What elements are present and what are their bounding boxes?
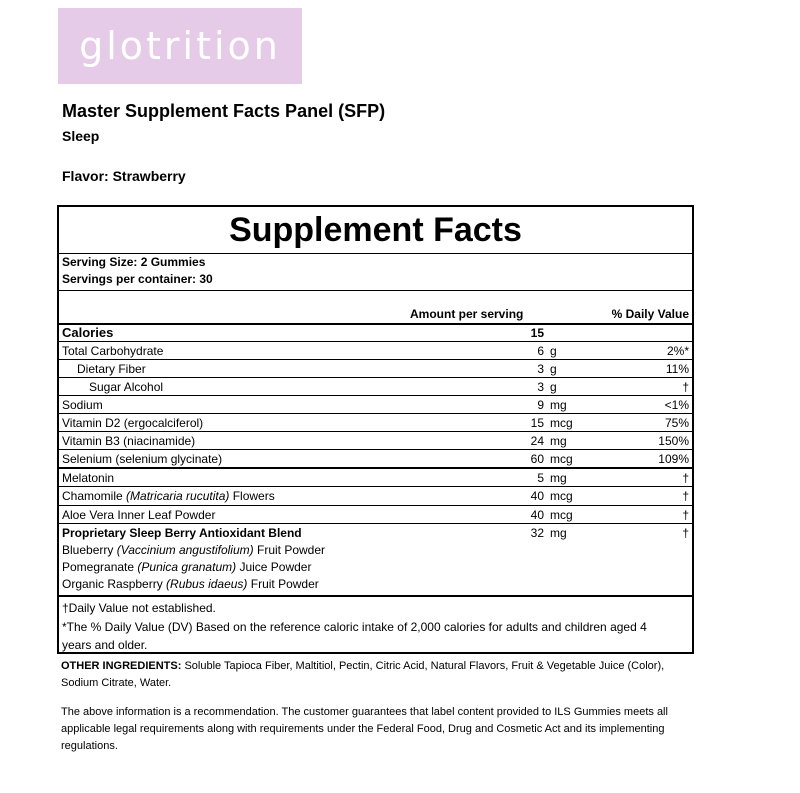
nutrient-dv: 150% — [658, 434, 689, 448]
divider — [59, 290, 692, 291]
nutrient-dv: † — [682, 471, 689, 485]
footnote-dv: *The % Daily Value (DV) Based on the reference caloric intake of 2,000 calories for adults and children aged 4 — [62, 620, 647, 634]
nutrient-dv: † — [682, 489, 689, 503]
servings-per-container: Servings per container: 30 — [62, 272, 213, 286]
nutrient-row — [59, 360, 692, 377]
nutrient-name: Aloe Vera Inner Leaf Powder — [62, 508, 216, 522]
blend-amount: 32 — [530, 526, 544, 540]
nutrient-row — [59, 506, 692, 523]
nutrient-name: Vitamin D2 (ergocalciferol) — [62, 416, 204, 430]
nutrient-unit: mg — [550, 398, 567, 412]
nutrient-name: Vitamin B3 (niacinamide) — [62, 434, 196, 448]
nutrient-row — [59, 469, 692, 486]
blend-dv: † — [682, 526, 689, 540]
nutrient-dv: <1% — [664, 398, 689, 412]
brand-logo — [58, 8, 302, 84]
nutrient-name: Chamomile (Matricaria rucutita) Flowers — [62, 489, 275, 503]
nutrient-name: Selenium (selenium glycinate) — [62, 452, 223, 466]
blend-ingredient: Pomegranate (Punica granatum) Juice Powder — [62, 560, 312, 574]
blend-name: Proprietary Sleep Berry Antioxidant Blend — [62, 526, 302, 540]
calories-row — [59, 324, 692, 341]
nutrient-amount: 3 — [537, 362, 544, 376]
nutrient-row — [59, 414, 692, 431]
nutrient-row — [59, 378, 692, 395]
nutrient-dv: † — [682, 508, 689, 522]
divider — [59, 253, 692, 254]
other-ingredients — [61, 658, 681, 692]
nutrient-amount: 60 — [530, 452, 544, 466]
panel-title: Supplement Facts — [229, 211, 522, 249]
nutrient-dv: 75% — [664, 416, 689, 430]
nutrient-unit: mg — [550, 434, 567, 448]
nutrient-unit: mcg — [550, 416, 573, 430]
nutrient-amount: 24 — [530, 434, 544, 448]
blend-ingredient: Organic Raspberry (Rubus idaeus) Fruit Powder — [62, 577, 319, 591]
flavor-label: Flavor: Strawberry — [62, 168, 186, 184]
nutrient-amount: 40 — [530, 489, 544, 503]
footnote-dagger: †Daily Value not established. — [62, 601, 216, 615]
nutrient-amount: 6 — [537, 344, 544, 358]
nutrient-dv: 11% — [665, 362, 689, 376]
nutrient-unit: mcg — [550, 489, 573, 503]
nutrient-unit: mg — [550, 471, 567, 485]
nutrient-row — [59, 342, 692, 359]
nutrient-unit: g — [550, 344, 557, 358]
nutrient-unit: mcg — [550, 452, 573, 466]
nutrient-amount: 9 — [537, 398, 544, 412]
nutrient-amount: 40 — [530, 508, 544, 522]
nutrient-unit: g — [550, 362, 557, 376]
document-title: Master Supplement Facts Panel (SFP) — [62, 101, 386, 121]
other-ingredients-text: Soluble Tapioca Fiber, Maltitiol, Pectin, Citric Acid, Natural Flavors, Fruit & Vegetable Juice (Color), Sodium Citrate, Water. — [61, 660, 665, 689]
nutrient-unit: mcg — [550, 508, 573, 522]
disclaimer-note: The above information is a recommendation. The customer guarantees that label content provided to ILS Gummies meets all applicable legal requirements along with requirements under the Federal Food, Drug and Cosmetic Act and its implementing regulations. — [61, 706, 668, 752]
product-name: Sleep — [62, 128, 100, 144]
nutrient-name: Dietary Fiber — [77, 362, 146, 376]
nutrient-name: Sugar Alcohol — [89, 380, 164, 394]
daily-value-header: % Daily Value — [611, 307, 689, 321]
nutrient-row — [59, 432, 692, 449]
footnote-dv-continued: years and older. — [62, 638, 148, 652]
logo-text: glotrition — [79, 24, 281, 68]
nutrient-unit: g — [550, 380, 557, 394]
other-ingredients-label: OTHER INGREDIENTS: — [61, 660, 182, 672]
nutrient-name: Melatonin — [62, 471, 115, 485]
blend-unit: mg — [550, 526, 567, 540]
nutrient-row — [59, 396, 692, 413]
blend-ingredient: Blueberry (Vaccinium angustifolium) Fruit Powder — [62, 543, 326, 557]
calories-label: Calories — [62, 325, 114, 340]
nutrient-amount: 5 — [537, 471, 544, 485]
supplement-facts-panel — [57, 205, 694, 654]
nutrient-dv: † — [682, 380, 689, 394]
nutrient-row — [59, 487, 692, 504]
nutrient-row — [59, 450, 692, 467]
nutrient-dv: 109% — [658, 452, 689, 466]
serving-size: Serving Size: 2 Gummies — [62, 255, 206, 269]
calories-amount: 15 — [530, 326, 544, 340]
amount-header: Amount per serving — [410, 307, 524, 321]
blend-row — [59, 524, 692, 541]
nutrient-dv: 2%* — [666, 344, 689, 358]
nutrient-name: Total Carbohydrate — [62, 344, 164, 358]
nutrient-name: Sodium — [62, 398, 103, 412]
nutrient-amount: 15 — [530, 416, 544, 430]
divider — [59, 595, 692, 597]
nutrient-amount: 3 — [537, 380, 544, 394]
